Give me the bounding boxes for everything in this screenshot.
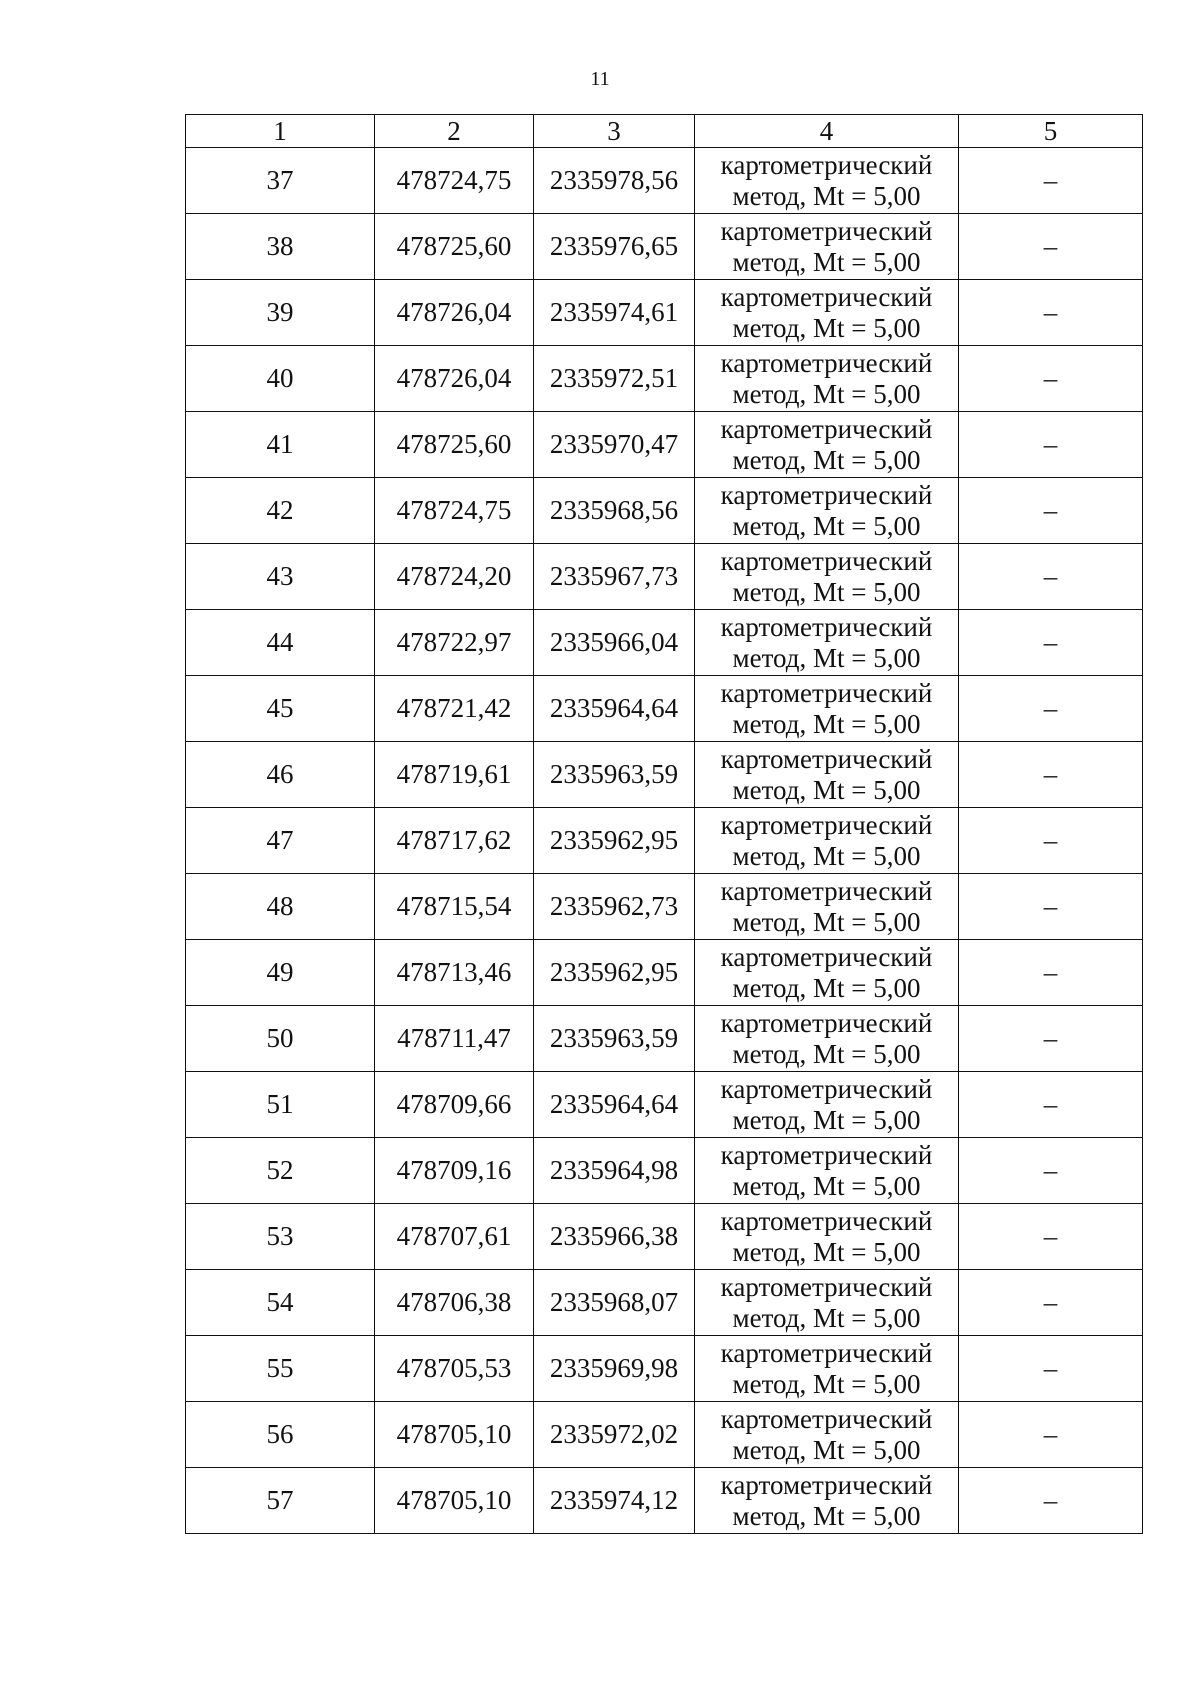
point-number-cell: 37 xyxy=(186,148,375,214)
header-row xyxy=(186,115,1143,148)
y-coordinate-cell: 2335966,04 xyxy=(534,610,695,676)
method-cell xyxy=(695,1138,959,1204)
x-coordinate-cell: 478705,10 xyxy=(375,1402,534,1468)
table-row xyxy=(186,1006,1143,1072)
method-cell xyxy=(695,940,959,1006)
method-cell xyxy=(695,742,959,808)
method-cell xyxy=(695,1006,959,1072)
y-coordinate-cell: 2335976,65 xyxy=(534,214,695,280)
note-cell: – xyxy=(959,742,1143,808)
method-line-2: метод, Mt = 5,00 xyxy=(732,378,921,409)
point-number-cell: 40 xyxy=(186,346,375,412)
method-cell xyxy=(695,1468,959,1534)
point-number-cell: 52 xyxy=(186,1138,375,1204)
note-cell: – xyxy=(959,1402,1143,1468)
method-line-2: метод, Mt = 5,00 xyxy=(732,1500,921,1531)
y-coordinate-cell: 2335968,56 xyxy=(534,478,695,544)
x-coordinate-cell: 478705,53 xyxy=(375,1336,534,1402)
x-coordinate-cell: 478726,04 xyxy=(375,346,534,412)
method-cell xyxy=(695,1204,959,1270)
y-coordinate-cell: 2335962,95 xyxy=(534,940,695,1006)
method-line-1: картометрический xyxy=(720,1337,933,1368)
y-coordinate-cell: 2335972,02 xyxy=(534,1402,695,1468)
header-col-1: 1 xyxy=(186,115,375,148)
method-line-1: картометрический xyxy=(720,1403,933,1434)
note-cell: – xyxy=(959,1468,1143,1534)
method-cell xyxy=(695,874,959,940)
x-coordinate-cell: 478724,20 xyxy=(375,544,534,610)
method-cell xyxy=(695,1072,959,1138)
table-row xyxy=(186,1468,1143,1534)
y-coordinate-cell: 2335968,07 xyxy=(534,1270,695,1336)
y-coordinate-cell: 2335963,59 xyxy=(534,742,695,808)
table-row xyxy=(186,1072,1143,1138)
table-body xyxy=(186,148,1143,1534)
y-coordinate-cell: 2335963,59 xyxy=(534,1006,695,1072)
method-line-2: метод, Mt = 5,00 xyxy=(732,1104,921,1135)
table-row xyxy=(186,610,1143,676)
method-line-2: метод, Mt = 5,00 xyxy=(732,1434,921,1465)
note-cell: – xyxy=(959,412,1143,478)
point-number-cell: 50 xyxy=(186,1006,375,1072)
method-cell xyxy=(695,148,959,214)
y-coordinate-cell: 2335974,61 xyxy=(534,280,695,346)
method-line-1: картометрический xyxy=(720,281,933,312)
method-line-1: картометрический xyxy=(720,1469,933,1500)
point-number-cell: 53 xyxy=(186,1204,375,1270)
coordinates-table xyxy=(185,114,1143,1534)
method-line-2: метод, Mt = 5,00 xyxy=(732,576,921,607)
x-coordinate-cell: 478725,60 xyxy=(375,214,534,280)
y-coordinate-cell: 2335962,73 xyxy=(534,874,695,940)
point-number-cell: 42 xyxy=(186,478,375,544)
table-row xyxy=(186,808,1143,874)
y-coordinate-cell: 2335967,73 xyxy=(534,544,695,610)
note-cell: – xyxy=(959,544,1143,610)
method-line-2: метод, Mt = 5,00 xyxy=(732,312,921,343)
x-coordinate-cell: 478721,42 xyxy=(375,676,534,742)
y-coordinate-cell: 2335970,47 xyxy=(534,412,695,478)
method-line-2: метод, Mt = 5,00 xyxy=(732,1236,921,1267)
note-cell: – xyxy=(959,346,1143,412)
note-cell: – xyxy=(959,1204,1143,1270)
note-cell: – xyxy=(959,214,1143,280)
point-number-cell: 55 xyxy=(186,1336,375,1402)
x-coordinate-cell: 478709,16 xyxy=(375,1138,534,1204)
table-row xyxy=(186,676,1143,742)
x-coordinate-cell: 478709,66 xyxy=(375,1072,534,1138)
method-line-1: картометрический xyxy=(720,149,933,180)
method-line-2: метод, Mt = 5,00 xyxy=(732,1302,921,1333)
method-line-2: метод, Mt = 5,00 xyxy=(732,1368,921,1399)
note-cell: – xyxy=(959,1336,1143,1402)
method-line-2: метод, Mt = 5,00 xyxy=(732,972,921,1003)
point-number-cell: 48 xyxy=(186,874,375,940)
method-line-2: метод, Mt = 5,00 xyxy=(732,840,921,871)
method-cell xyxy=(695,280,959,346)
method-cell xyxy=(695,478,959,544)
y-coordinate-cell: 2335978,56 xyxy=(534,148,695,214)
y-coordinate-cell: 2335974,12 xyxy=(534,1468,695,1534)
note-cell: – xyxy=(959,1138,1143,1204)
table-row xyxy=(186,1138,1143,1204)
y-coordinate-cell: 2335964,98 xyxy=(534,1138,695,1204)
point-number-cell: 44 xyxy=(186,610,375,676)
method-cell xyxy=(695,1336,959,1402)
note-cell: – xyxy=(959,1270,1143,1336)
x-coordinate-cell: 478726,04 xyxy=(375,280,534,346)
note-cell: – xyxy=(959,874,1143,940)
method-line-2: метод, Mt = 5,00 xyxy=(732,444,921,475)
method-cell xyxy=(695,412,959,478)
method-line-1: картометрический xyxy=(720,545,933,576)
table-row xyxy=(186,544,1143,610)
point-number-cell: 56 xyxy=(186,1402,375,1468)
method-line-1: картометрический xyxy=(720,479,933,510)
x-coordinate-cell: 478724,75 xyxy=(375,148,534,214)
table-row xyxy=(186,1204,1143,1270)
header-col-3: 3 xyxy=(534,115,695,148)
x-coordinate-cell: 478705,10 xyxy=(375,1468,534,1534)
x-coordinate-cell: 478717,62 xyxy=(375,808,534,874)
x-coordinate-cell: 478711,47 xyxy=(375,1006,534,1072)
method-line-1: картометрический xyxy=(720,413,933,444)
method-cell xyxy=(695,610,959,676)
method-line-1: картометрический xyxy=(720,215,933,246)
table-row xyxy=(186,280,1143,346)
point-number-cell: 51 xyxy=(186,1072,375,1138)
method-cell xyxy=(695,1402,959,1468)
method-line-1: картометрический xyxy=(720,809,933,840)
x-coordinate-cell: 478725,60 xyxy=(375,412,534,478)
method-line-1: картометрический xyxy=(720,1007,933,1038)
header-col-5: 5 xyxy=(959,115,1143,148)
method-line-2: метод, Mt = 5,00 xyxy=(732,1170,921,1201)
y-coordinate-cell: 2335972,51 xyxy=(534,346,695,412)
y-coordinate-cell: 2335964,64 xyxy=(534,676,695,742)
x-coordinate-cell: 478724,75 xyxy=(375,478,534,544)
method-line-2: метод, Mt = 5,00 xyxy=(732,774,921,805)
page-number: 11 xyxy=(590,68,610,90)
method-line-2: метод, Mt = 5,00 xyxy=(732,1038,921,1069)
point-number-cell: 49 xyxy=(186,940,375,1006)
table-header xyxy=(186,115,1143,148)
note-cell: – xyxy=(959,1006,1143,1072)
method-line-1: картометрический xyxy=(720,1139,933,1170)
method-line-1: картометрический xyxy=(720,1073,933,1104)
x-coordinate-cell: 478707,61 xyxy=(375,1204,534,1270)
point-number-cell: 41 xyxy=(186,412,375,478)
table-row xyxy=(186,742,1143,808)
table-row xyxy=(186,1336,1143,1402)
note-cell: – xyxy=(959,478,1143,544)
method-line-2: метод, Mt = 5,00 xyxy=(732,246,921,277)
table-row xyxy=(186,148,1143,214)
method-line-1: картометрический xyxy=(720,611,933,642)
method-line-1: картометрический xyxy=(720,875,933,906)
method-line-1: картометрический xyxy=(720,677,933,708)
table-row xyxy=(186,1270,1143,1336)
table-row xyxy=(186,478,1143,544)
note-cell: – xyxy=(959,808,1143,874)
note-cell: – xyxy=(959,148,1143,214)
x-coordinate-cell: 478715,54 xyxy=(375,874,534,940)
method-line-1: картометрический xyxy=(720,1271,933,1302)
point-number-cell: 47 xyxy=(186,808,375,874)
x-coordinate-cell: 478706,38 xyxy=(375,1270,534,1336)
method-line-2: метод, Mt = 5,00 xyxy=(732,180,921,211)
method-line-2: метод, Mt = 5,00 xyxy=(732,642,921,673)
note-cell: – xyxy=(959,610,1143,676)
method-line-1: картометрический xyxy=(720,743,933,774)
y-coordinate-cell: 2335969,98 xyxy=(534,1336,695,1402)
method-cell xyxy=(695,346,959,412)
method-cell xyxy=(695,214,959,280)
note-cell: – xyxy=(959,940,1143,1006)
method-cell xyxy=(695,1270,959,1336)
table-row xyxy=(186,940,1143,1006)
table-row xyxy=(186,412,1143,478)
point-number-cell: 54 xyxy=(186,1270,375,1336)
point-number-cell: 45 xyxy=(186,676,375,742)
y-coordinate-cell: 2335964,64 xyxy=(534,1072,695,1138)
note-cell: – xyxy=(959,676,1143,742)
x-coordinate-cell: 478713,46 xyxy=(375,940,534,1006)
point-number-cell: 46 xyxy=(186,742,375,808)
note-cell: – xyxy=(959,1072,1143,1138)
point-number-cell: 38 xyxy=(186,214,375,280)
table-row xyxy=(186,874,1143,940)
header-col-4: 4 xyxy=(695,115,959,148)
point-number-cell: 39 xyxy=(186,280,375,346)
method-cell xyxy=(695,544,959,610)
method-line-1: картометрический xyxy=(720,347,933,378)
y-coordinate-cell: 2335966,38 xyxy=(534,1204,695,1270)
header-col-2: 2 xyxy=(375,115,534,148)
table-row xyxy=(186,214,1143,280)
point-number-cell: 43 xyxy=(186,544,375,610)
note-cell: – xyxy=(959,280,1143,346)
y-coordinate-cell: 2335962,95 xyxy=(534,808,695,874)
table-row xyxy=(186,1402,1143,1468)
method-cell xyxy=(695,808,959,874)
method-line-1: картометрический xyxy=(720,941,933,972)
point-number-cell: 57 xyxy=(186,1468,375,1534)
table-row xyxy=(186,346,1143,412)
method-line-2: метод, Mt = 5,00 xyxy=(732,906,921,937)
method-line-2: метод, Mt = 5,00 xyxy=(732,708,921,739)
x-coordinate-cell: 478722,97 xyxy=(375,610,534,676)
method-line-1: картометрический xyxy=(720,1205,933,1236)
x-coordinate-cell: 478719,61 xyxy=(375,742,534,808)
method-cell xyxy=(695,676,959,742)
method-line-2: метод, Mt = 5,00 xyxy=(732,510,921,541)
